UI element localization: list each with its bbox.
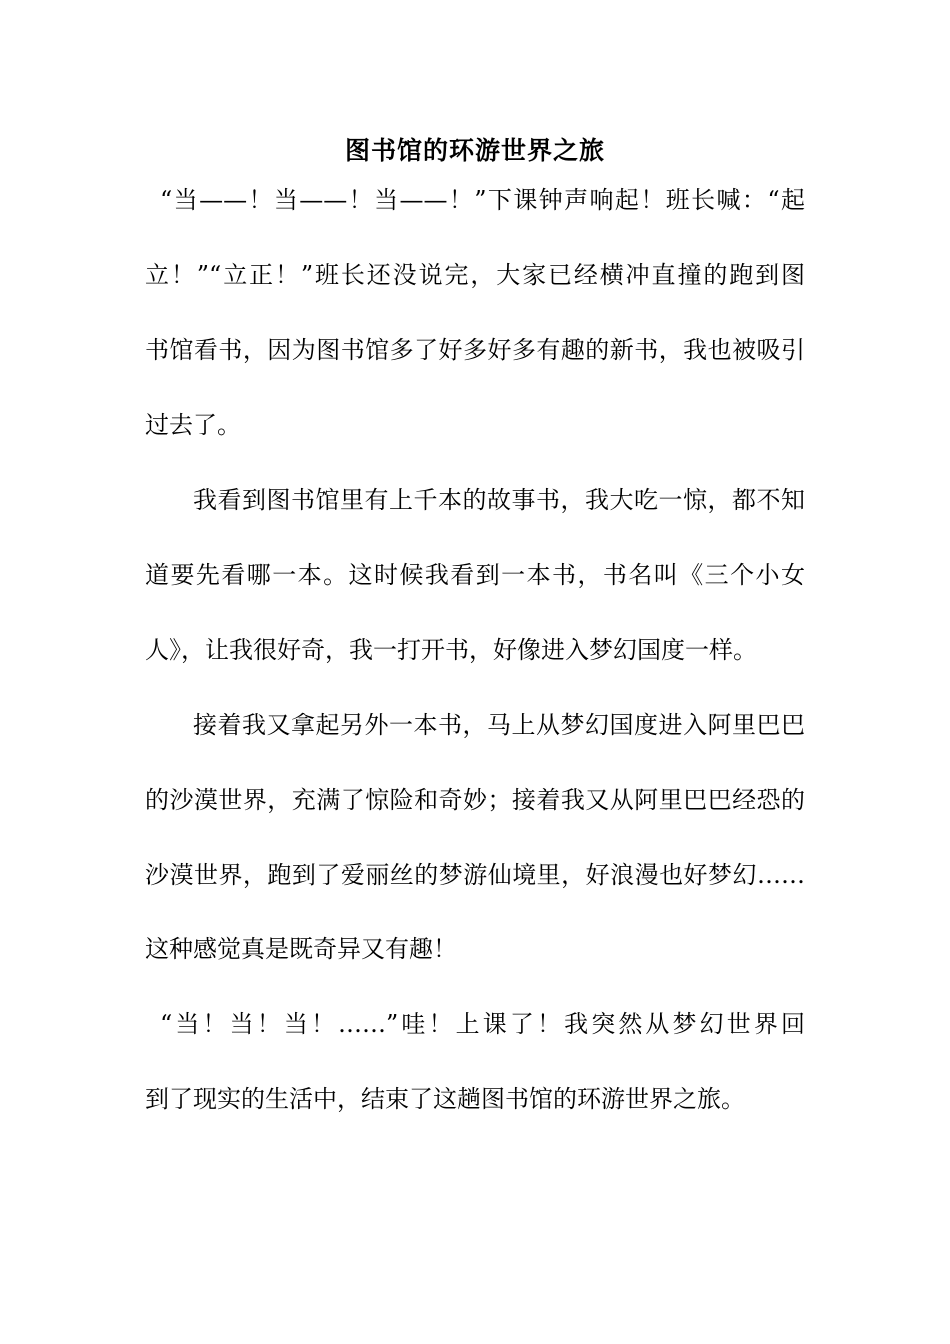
- paragraph-2-line-3: 人》，让我很好奇，我一打开书，好像进入梦幻国度一样。: [145, 636, 757, 664]
- document-title: 图书馆的环游世界之旅: [344, 136, 605, 165]
- paragraph-3-line-2: 的沙漠世界，充满了惊险和奇妙；接着我又从阿里巴巴经恐的: [145, 786, 805, 814]
- paragraph-2-line-2: 道要先看哪一本。这时候我看到一本书，书名叫《三个小女: [145, 561, 805, 589]
- paragraph-3-line-4: 这种感觉真是既奇异又有趣！: [145, 935, 457, 963]
- paragraph-3-line-1: 接着我又拿起另外一本书，马上从梦幻国度进入阿里巴巴: [193, 711, 805, 739]
- paragraph-3-line-3: 沙漠世界，跑到了爱丽丝的梦游仙境里，好浪漫也好梦幻……: [145, 861, 805, 889]
- paragraph-2-line-1: 我看到图书馆里有上千本的故事书，我大吃一惊，都不知: [193, 486, 805, 514]
- paragraph-4-line-2: 到了现实的生活中，结束了这趟图书馆的环游世界之旅。: [145, 1085, 745, 1113]
- paragraph-1-line-4: 过去了。: [145, 411, 241, 439]
- paragraph-1-line-3: 书馆看书，因为图书馆多了好多好多有趣的新书，我也被吸引: [145, 336, 805, 364]
- paragraph-1-line-2: 立！”“立正！”班长还没说完，大家已经横冲直撞的跑到图: [145, 261, 805, 289]
- paragraph-1-line-1: “当——！当——！当——！”下课钟声响起！班长喊：“起: [160, 186, 805, 214]
- paragraph-4-line-1: “当！当！当！……”哇！上课了！我突然从梦幻世界回: [160, 1010, 805, 1038]
